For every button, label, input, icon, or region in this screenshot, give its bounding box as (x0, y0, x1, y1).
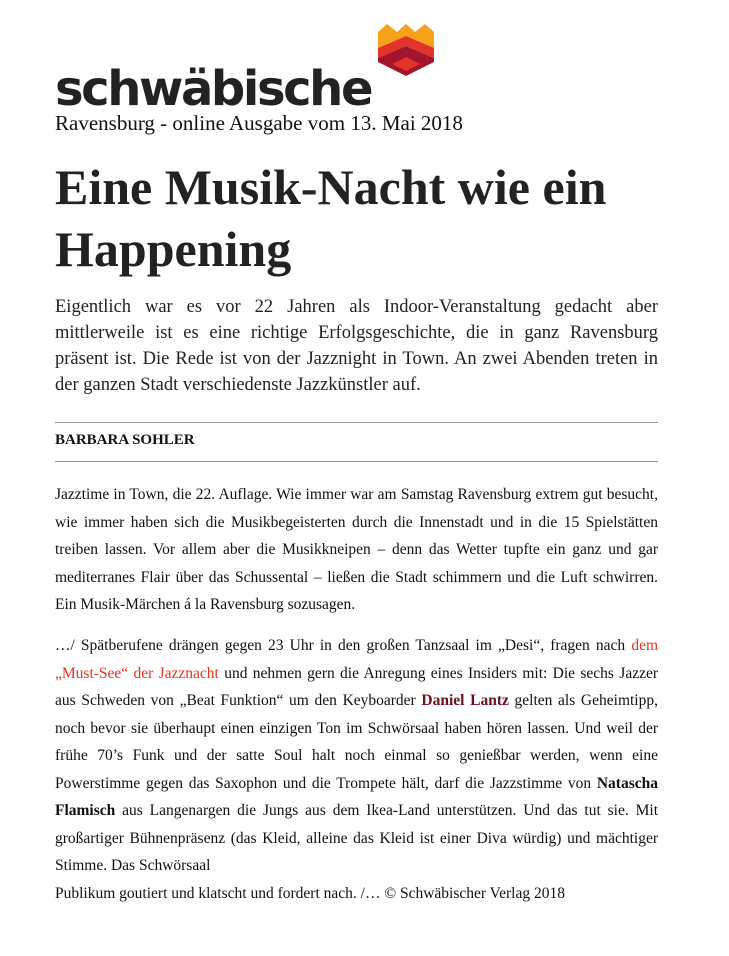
body-paragraph-1: Jazztime in Town, die 22. Auflage. Wie immer war am Samstag Ravensburg extrem gut besucht, wie immer haben sich die Musikbegeisterten durch die Innenstadt und in die 15 Spielstätten treiben lassen. Vor allem aber die Musikkneipen – denn das Wetter tupfte ein ganz und gar mediterranes Flair über das Schussental – ließen die Stadt schimmern und die Luft schwirren. Ein Musik-Märchen á la Ravensburg sozusagen. (55, 486, 658, 613)
logo-crest-icon (378, 24, 434, 76)
divider-bottom (55, 461, 658, 462)
paragraph-text: …/ Spätberufene drängen gegen 23 Uhr in den großen Tanzsaal im „Desi“, fragen nach (55, 637, 632, 654)
article-headline: Eine Musik-Nacht wie ein Happening (55, 159, 607, 277)
author-byline: BARBARA SOHLER (55, 432, 195, 448)
edition-line: Ravensburg - online Ausgabe vom 13. Mai 2018 (55, 111, 463, 135)
paragraph-text: gelten als Geheimtipp, noch bevor sie überhaupt einen einzigen Ton im Schwörsaal haben hören lassen. Und weil der frühe 70’s Funk und der satte Soul halt noch einmal so genießbar werden, wenn eine Powerstimme gegen das Saxophon und die Trompete hält, darf die Jazzstimme von (55, 692, 658, 792)
paragraph-text: und nehmen gern die Anregung eines Insiders mit: Die sechs Jazzer aus Schweden von „Beat Funktion“ um den Keyboarder (55, 664, 659, 709)
newspaper-logo[interactable] (55, 24, 435, 117)
musician-name-daniel-lantz: Daniel Lantz (421, 692, 509, 709)
singer-name-natascha-flamisch: Natascha Flamisch (55, 774, 658, 819)
divider-top (55, 422, 658, 423)
paragraph-text: aus Langenargen die Jungs aus dem Ikea-Land unterstützen. Und das tut sie. Mit großartiger Bühnenpräsenz (das Kleid, alleine das Kleid ist einer Diva würdig) und mächtiger Stimme. Das Schwörsaal (55, 802, 658, 874)
article-lead: Eigentlich war es vor 22 Jahren als Indoor-Veranstaltung gedacht aber mittlerweile ist es eine richtige Erfolgsgeschichte, die in ganz Ravensburg präsent ist. Die Rede ist von der Jazznight in Town. An zwei Abenden treten in der ganzen Stadt verschiedenste Jazzkünstler auf. (55, 297, 658, 395)
must-see-highlight: dem „Must-See“ der Jazznacht (55, 637, 658, 682)
logo-wordmark: schwäbische (55, 61, 372, 117)
paragraph-last-line-copyright: Publikum goutiert und klatscht und fordert nach. /… © Schwäbischer Verlag 2018 (55, 884, 565, 902)
body-paragraph-2 (55, 632, 658, 907)
